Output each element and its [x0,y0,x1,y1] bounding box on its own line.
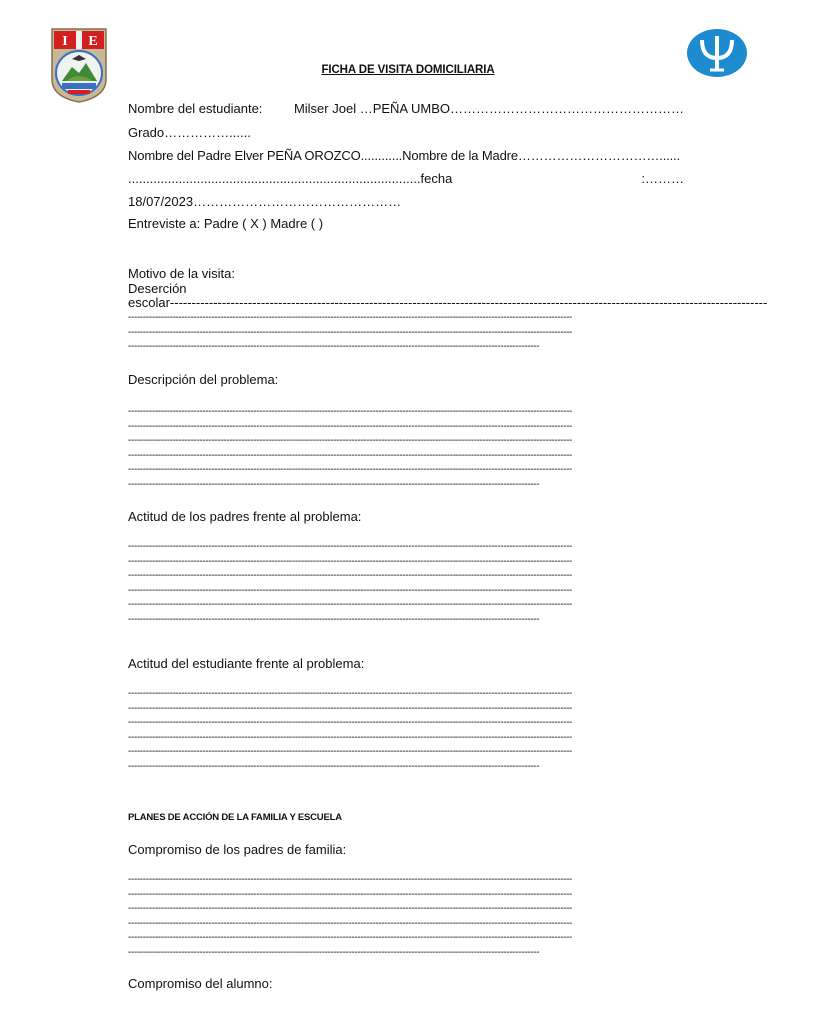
dash-line: ----------------------------------------------------------------------------------------------------------------------------------------------------- [128,874,573,885]
dash-line: ------------------------------------------------------------------------------------------------------------------------------------------ [128,946,540,958]
actitud-estudiante-lines[interactable] [128,687,684,774]
dash-line: ----------------------------------------------------------------------------------------------------------------------------------------------------- [128,903,573,914]
student-name-label: Nombre del estudiante: [128,101,263,116]
date-label: .................................................................................fecha [128,171,453,186]
dash-line: ----------------------------------------------------------------------------------------------------------------------------------------------------- [128,420,573,432]
form-title: FICHA DE VISITA DOMICILIARIA [321,64,495,76]
compromiso-padres-label: Compromiso de los padres de familia: [128,842,347,857]
date-value[interactable]: 18/07/2023………………………………………… [128,194,402,209]
dash-line: ----------------------------------------------------------------------------------------------------------------------------------------------------- [128,464,573,475]
descripcion-lines[interactable] [128,405,684,492]
dash-line: ----------------------------------------------------------------------------------------------------------------------------------------------------- [128,555,573,567]
dash-line: ----------------------------------------------------------------------------------------------------------------------------------------------------- [128,449,573,461]
dash-line: ------------------------------------------------------------------------------------------------------------------------------------------ [128,341,540,352]
dash-line: ----------------------------------------------------------------------------------------------------------------------------------------------------- [128,702,573,714]
planes-heading: PLANES DE ACCIÓN DE LA FAMILIA Y ESCUELA [128,812,342,823]
motivo-value-2[interactable]: escolar------------------------------------------------------------------------------------------------------------------------------------------ [128,295,768,310]
dash-line: ----------------------------------------------------------------------------------------------------------------------------------------------------- [128,326,573,338]
dash-line: ----------------------------------------------------------------------------------------------------------------------------------------------------- [128,917,573,929]
svg-text:I: I [62,34,68,49]
compromiso-padres-lines[interactable] [128,873,684,960]
dash-line: ------------------------------------------------------------------------------------------------------------------------------------------ [128,613,540,625]
student-name-value[interactable]: Milser Joel …PEÑA UMBO……………………………………………… [293,101,684,116]
actitud-padres-lines[interactable] [128,540,684,627]
dash-line: ------------------------------------------------------------------------------------------------------------------------------------------ [128,478,540,490]
dash-line: ----------------------------------------------------------------------------------------------------------------------------------------------------- [128,570,573,581]
parents-names-field[interactable]: Nombre del Padre Elver PEÑA OROZCO............Nombre de la Madre……………………………...... [128,148,681,163]
date-line [128,171,684,187]
svg-text:E: E [88,34,98,49]
dash-line: ----------------------------------------------------------------------------------------------------------------------------------------------------- [128,584,573,596]
descripcion-label: Descripción del problema: [128,372,279,387]
dash-line: ------------------------------------------------------------------------------------------------------------------------------------------ [128,760,540,772]
dash-line: ----------------------------------------------------------------------------------------------------------------------------------------------------- [128,932,573,943]
motivo-label: Motivo de la visita: [128,266,235,281]
dash-line: ----------------------------------------------------------------------------------------------------------------------------------------------------- [128,731,573,743]
student-name-line [128,101,684,117]
dash-line: ----------------------------------------------------------------------------------------------------------------------------------------------------- [128,599,573,610]
dash-line: ----------------------------------------------------------------------------------------------------------------------------------------------------- [128,435,573,446]
compromiso-alumno-label: Compromiso del alumno: [128,976,273,991]
date-colon: :……… [641,171,684,186]
grade-field[interactable]: Grado……………...... [128,125,251,140]
dash-line: ----------------------------------------------------------------------------------------------------------------------------------------------------- [128,406,573,417]
actitud-padres-label: Actitud de los padres frente al problema: [128,509,362,524]
dash-line: ----------------------------------------------------------------------------------------------------------------------------------------------------- [128,312,573,323]
dash-line: ----------------------------------------------------------------------------------------------------------------------------------------------------- [128,541,573,552]
dash-line: ----------------------------------------------------------------------------------------------------------------------------------------------------- [128,888,573,900]
dash-line: ----------------------------------------------------------------------------------------------------------------------------------------------------- [128,688,573,699]
motivo-value[interactable]: Deserción [128,281,187,296]
interviewed-field[interactable]: Entreviste a: Padre ( X ) Madre ( ) [128,216,324,231]
dash-line: ----------------------------------------------------------------------------------------------------------------------------------------------------- [128,717,573,728]
actitud-estudiante-label: Actitud del estudiante frente al problema: [128,656,365,671]
motivo-lines[interactable] [128,311,684,355]
dash-line: ----------------------------------------------------------------------------------------------------------------------------------------------------- [128,746,573,757]
